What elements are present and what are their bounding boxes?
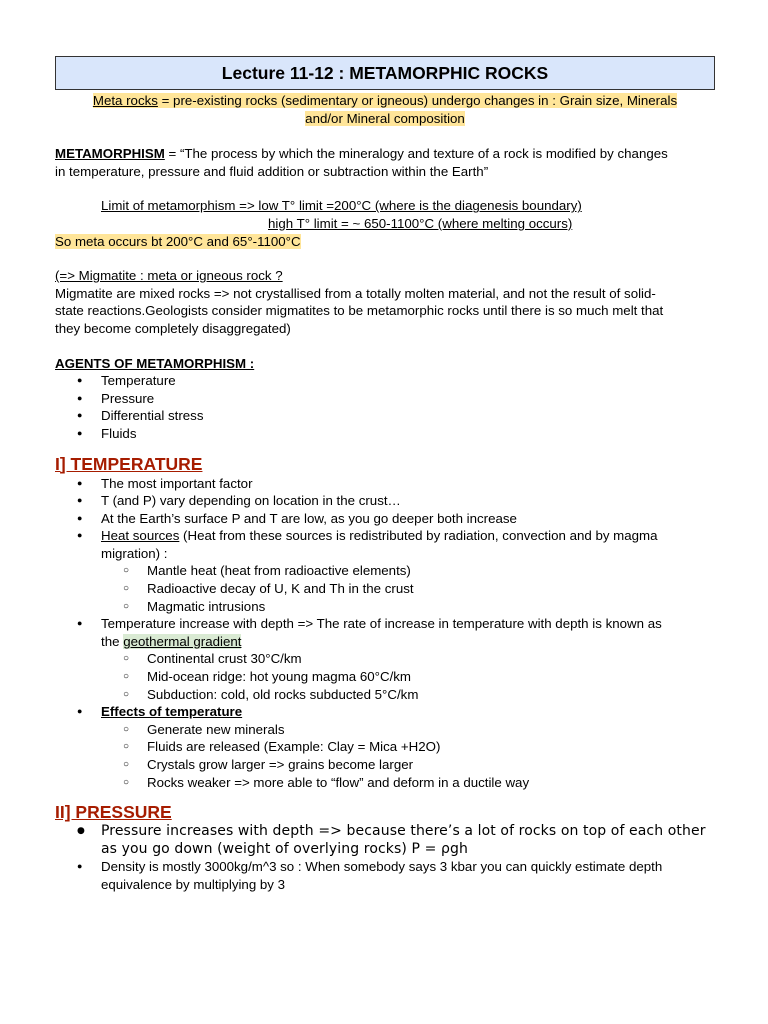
pressure-list [55,823,715,893]
list-item: ● Pressure [55,390,715,408]
geothermal-gradient-term: geothermal gradient [123,633,242,649]
gradient-sublist [101,650,715,703]
document-page [55,56,715,894]
heat-sources-label: Heat sources [101,528,180,544]
list-item: ○ Subduction: cold, old rocks subducted 5°C/km [101,686,715,704]
list-item: ○ Fluids are released (Example: Clay = Mica +H2O) [101,738,715,756]
meta-rocks-term: Meta rocks [92,93,158,108]
list-item: ● The most important factor [55,475,715,493]
intro-line-1 [93,93,677,108]
list-item: ○ Mantle heat (heat from radioactive elements) [101,562,715,580]
list-item: ● Differential stress [55,407,715,425]
migmatite-line-2: state reactions.Geologists consider migmatites to be metamorphic rocks until there is so much melt that [55,303,664,319]
page-title-text: Lecture 11-12 : METAMORPHIC ROCKS [221,62,549,83]
temperature-heading: I] TEMPERATURE [55,453,203,474]
list-item: ○ Generate new minerals [101,721,715,739]
list-item: ● At the Earth’s surface P and T are low, as you go deeper both increase [55,510,715,528]
list-item [55,527,715,615]
migmatite-line-1: Migmatite are mixed rocks => not crystallised from a totally molten material, and not the result of solid- [55,285,656,301]
heat-sources-text-2: migration) : [101,545,168,561]
heat-sources-text: (Heat from these sources is redistributed by radiation, convection and by magma [179,528,658,544]
intro-definition: = pre-existing rocks (sedimentary or igneous) undergo changes in : Grain size, Minerals [157,93,678,108]
gradient-text-2: the [101,633,124,649]
intro-line-2: and/or Mineral composition [305,110,465,126]
pressure-section [55,801,715,893]
list-item: ○ Magmatic intrusions [101,598,715,616]
intro-paragraph [55,92,715,127]
list-item: ○ Crystals grow larger => grains become larger [101,756,715,774]
limits-block [55,197,715,250]
migmatite-question: (=> Migmatite : meta or igneous rock ? [55,268,283,284]
density-text-1: Density is mostly 3000kg/m^3 so : When somebody says 3 kbar you can quickly estimate depth [101,859,663,875]
list-item [55,823,715,858]
metamorphism-def-2: in temperature, pressure and fluid addition or subtraction within the Earth” [55,163,489,179]
list-item [55,703,715,791]
page-title [55,56,715,90]
metamorphism-def-1: = “The process by which the mineralogy and texture of a rock is modified by changes [164,146,668,162]
gradient-text: Temperature increase with depth => The rate of increase in temperature with depth is known as [101,616,662,632]
list-item: ○ Radioactive decay of U, K and Th in the crust [101,580,715,598]
effects-label: Effects of temperature [101,704,243,720]
low-limit-text: Limit of metamorphism => low T° limit =200°C (where is the diagenesis boundary) [101,198,582,214]
list-item: ● Temperature [55,372,715,390]
metamorphism-term: METAMORPHISM [55,146,165,162]
list-item [55,615,715,703]
limits-summary: So meta occurs bt 200°C and 65°-1100°C [55,233,301,249]
list-item: ○ Mid-ocean ridge: hot young magma 60°C/km [101,668,715,686]
temperature-list [55,475,715,792]
list-item: ○ Rocks weaker => more able to “flow” and deform in a ductile way [101,774,715,792]
list-item: ○ Continental crust 30°C/km [101,650,715,668]
list-item: ● T (and P) vary depending on location in the crust… [55,492,715,510]
pressure-text-2: as you go down (weight of overlying rocks) P = ρgh [101,840,468,857]
effects-sublist [101,721,715,791]
pressure-text-1: Pressure increases with depth => because there’s a lot of rocks on top of each other [101,823,706,840]
migmatite-line-3: they become completely disaggregated) [55,320,291,336]
agents-list [55,372,715,442]
temperature-section [55,453,715,792]
heat-sources-sublist [101,562,715,615]
list-item [55,858,715,893]
metamorphism-paragraph [55,145,715,180]
agents-block [55,355,715,443]
density-text-2: equivalence by multiplying by 3 [101,876,286,892]
high-limit-text: high T° limit = ~ 650-1100°C (where melting occurs) [268,215,573,231]
list-item: ● Fluids [55,425,715,443]
pressure-heading: II] PRESSURE [55,802,172,823]
migmatite-block [55,267,715,337]
agents-heading: AGENTS OF METAMORPHISM : [55,355,255,371]
